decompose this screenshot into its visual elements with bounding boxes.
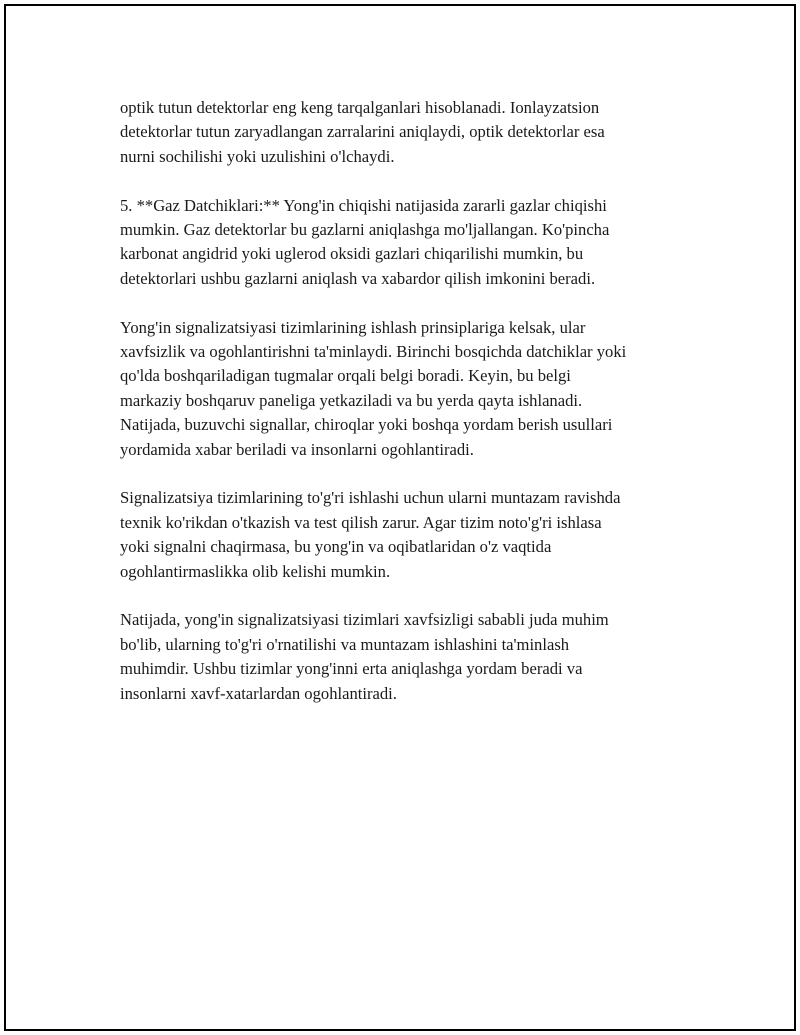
text-line: ogohlantirmaslikka olib kelishi mumkin. bbox=[120, 561, 391, 581]
text-line: detektorlari ushbu gazlarni aniqlash va xabardor qilish imkonini beradi. bbox=[120, 268, 596, 288]
text-line: optik tutun detektorlar eng keng tarqalganlari hisoblanadi. Ionlayzatsion bbox=[120, 98, 600, 117]
text-line: yoki signalni chaqirmasa, bu yong'in va oqibatlaridan o'z vaqtida bbox=[120, 537, 552, 557]
text-line: xavfsizlik va ogohlantirishni ta'minlaydi. Birinchi bosqichda datchiklar yoki bbox=[120, 342, 627, 362]
text-line: Natijada, yong'in signalizatsiyasi tizimlari xavfsizligi sababli juda muhim bbox=[120, 610, 609, 630]
text-line: Natijada, buzuvchi signallar, chiroqlar yoki boshqa yordam berish usullari bbox=[120, 415, 613, 435]
paragraph-2 bbox=[120, 194, 680, 292]
text-line: detektorlar tutun zaryadlangan zarralarini aniqlaydi, optik detektorlar esa bbox=[120, 122, 605, 142]
text-line: Yong'in signalizatsiyasi tizimlarining ishlash prinsiplariga kelsak, ular bbox=[120, 317, 586, 337]
text-line: Signalizatsiya tizimlarining to'g'ri ishlashi uchun ularni muntazam ravishda bbox=[120, 488, 621, 508]
paragraph-1 bbox=[120, 96, 680, 169]
text-line: qo'lda boshqariladigan tugmalar orqali belgi boradi. Keyin, bu belgi bbox=[120, 366, 571, 386]
text-line: yordamida xabar beriladi va insonlarni ogohlantiradi. bbox=[120, 439, 474, 459]
text-line: 5. **Gaz Datchiklari:** Yong'in chiqishi natijasida zararli gazlar chiqishi bbox=[120, 195, 607, 215]
text-line: bo'lib, ularning to'g'ri o'rnatilishi va muntazam ishlashini ta'minlash bbox=[120, 634, 570, 654]
paragraph-4 bbox=[120, 486, 680, 584]
text-line: insonlarni xavf-xatarlardan ogohlantiradi. bbox=[120, 683, 397, 703]
paragraph-5 bbox=[120, 608, 680, 706]
page-frame bbox=[4, 4, 796, 1031]
text-line: texnik ko'rikdan o'tkazish va test qilish zarur. Agar tizim noto'g'ri ishlasa bbox=[120, 512, 602, 532]
text-line: markaziy boshqaruv paneliga yetkaziladi va bu yerda qayta ishlanadi. bbox=[120, 390, 583, 410]
paragraph-3 bbox=[120, 316, 680, 462]
document-body bbox=[120, 96, 680, 706]
text-line: muhimdir. Ushbu tizimlar yong'inni erta aniqlashga yordam beradi va bbox=[120, 659, 583, 679]
text-line: karbonat angidrid yoki uglerod oksidi gazlari chiqarilishi mumkin, bu bbox=[120, 244, 584, 264]
text-line: nurni sochilishi yoki uzulishini o'lchaydi. bbox=[120, 146, 395, 166]
text-line: mumkin. Gaz detektorlar bu gazlarni aniqlashga mo'ljallangan. Ko'pincha bbox=[120, 220, 610, 240]
